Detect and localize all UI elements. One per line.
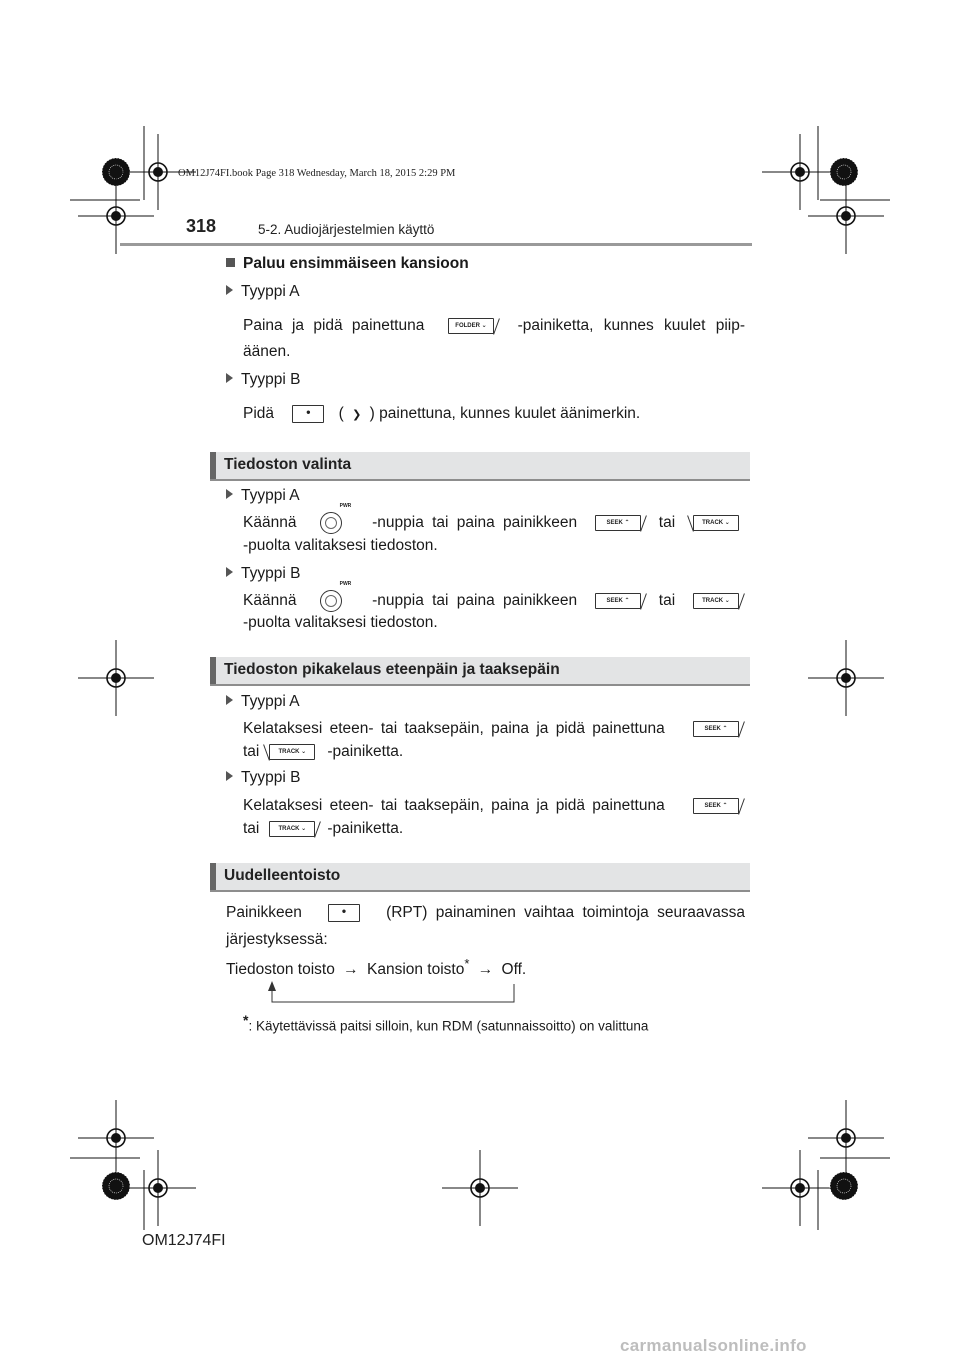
footnote-text: : Käytettävissä paitsi silloin, kun RDM (satunnaissoitto) on valittuna (248, 1018, 649, 1034)
painiketta-text: -painiketta. (327, 820, 404, 837)
page-number: 318 (186, 216, 217, 236)
valinta-b-line1 (243, 581, 745, 612)
valinta-type-a (226, 487, 300, 505)
tune-knob-icon (320, 581, 352, 612)
tai-text: tai (658, 514, 676, 531)
dot-glyph: • (306, 405, 311, 419)
pwr-label: PWR (339, 503, 352, 509)
chevron-right-icon: ❯ (352, 409, 362, 422)
folder-button-label: FOLDER (455, 323, 480, 329)
type-label: Tyyppi B (241, 565, 301, 582)
triangle-bullet-icon (226, 567, 233, 577)
triangle-bullet-icon (226, 285, 233, 295)
pikakelaus-b-text: Kelataksesi eteen- tai taaksepäin, paina ja pidä painettuna (243, 797, 665, 814)
section-bar-tiedoston-valinta (210, 452, 750, 481)
type-label: Tyyppi A (241, 283, 300, 300)
paluu-b-text1: Pidä (243, 405, 275, 423)
paluu-title: Paluu ensimmäiseen kansioon (243, 255, 469, 272)
seek-button-icon: SEEK ⌃ (595, 515, 641, 531)
section-title-pikakelaus: Tiedoston pikakelaus eteenpäin ja taaksepäin (224, 661, 560, 678)
pikakelaus-a-line2 (243, 743, 403, 761)
repeat-sequence (226, 956, 526, 979)
pikakelaus-type-b (226, 769, 300, 787)
header-rule (120, 243, 752, 246)
seek-label: SEEK (606, 520, 623, 526)
preset-dot-button-icon (292, 405, 324, 423)
seek-label: SEEK (606, 598, 623, 604)
dot-glyph: • (341, 904, 347, 918)
paluu-type-b (226, 371, 300, 389)
triangle-bullet-icon (226, 373, 233, 383)
pikakelaus-type-a (226, 693, 300, 711)
track-button-icon: TRACK ⌄ (269, 744, 315, 760)
seq-folder-repeat: Kansion toisto (366, 961, 465, 979)
track-button-icon: TRACK ⌄ (693, 593, 739, 609)
track-label: TRACK (702, 598, 724, 604)
kaanna-text: Käännä (243, 514, 297, 531)
book-info-line: OM12J74FI.book Page 318 Wednesday, March 18, 2015 2:29 PM (178, 168, 456, 179)
pikakelaus-a-line1 (243, 720, 745, 738)
square-bullet-icon (226, 258, 235, 267)
pikakelaus-b-line2 (243, 820, 403, 838)
track-label: TRACK (702, 520, 724, 526)
tai-text: tai (243, 743, 260, 760)
triangle-bullet-icon (226, 771, 233, 781)
track-label: TRACK (278, 826, 300, 832)
cycle-return-arrow-icon (262, 980, 522, 1006)
paren-open: ( (338, 405, 344, 423)
seek-button-icon: SEEK ⌃ (693, 721, 739, 737)
paluu-a-line1 (243, 317, 745, 335)
paluu-b-line (243, 405, 640, 423)
arrow-right-icon: → (477, 961, 494, 979)
footnote-star: * (243, 1012, 249, 1028)
manual-code: OM12J74FI (142, 1232, 226, 1249)
watermark: carmanualsonline.info (620, 1336, 807, 1355)
uudelleen-line1 (226, 904, 745, 922)
valinta-a-mid: -nuppia tai paina painikkeen (372, 514, 578, 531)
footnote (243, 1012, 648, 1034)
track-label: TRACK (278, 749, 300, 755)
valinta-a-line1 (243, 503, 745, 534)
seek-button-icon: SEEK ⌃ (693, 798, 739, 814)
seq-file-repeat: Tiedoston toisto (226, 961, 335, 979)
type-label: Tyyppi B (241, 769, 301, 786)
paluu-a-text2: -painiketta, kunnes kuulet piip- (517, 317, 745, 334)
section-title: 5-2. Audiojärjestelmien käyttö (258, 222, 435, 237)
paluu-heading (226, 255, 469, 273)
pwr-label: PWR (339, 581, 352, 587)
pikakelaus-a-text: Kelataksesi eteen- tai taaksepäin, paina ja pidä painettuna (243, 720, 665, 737)
paluu-type-a (226, 283, 300, 301)
type-label: Tyyppi A (241, 487, 300, 504)
paluu-b-text3: ) painettuna, kunnes kuulet äänimerkin. (369, 405, 641, 423)
seek-label: SEEK (704, 803, 721, 809)
section-bar-pikakelaus (210, 657, 750, 686)
kaanna-text: Käännä (243, 592, 297, 609)
painiketta-text: -painiketta. (327, 743, 404, 760)
seq-off: Off. (501, 961, 527, 979)
arrow-right-icon: → (343, 961, 359, 979)
section-title-uudelleentoisto: Uudelleentoisto (224, 867, 341, 884)
rpt-text: (RPT) painaminen vaihtaa toimintoja seuraavassa (386, 904, 745, 921)
seek-label: SEEK (704, 726, 721, 732)
valinta-b-line2: -puolta valitaksesi tiedoston. (243, 614, 438, 631)
valinta-b-mid: -nuppia tai paina painikkeen (372, 592, 578, 609)
section-bar-uudelleentoisto (210, 863, 750, 892)
track-button-icon: TRACK ⌄ (693, 515, 739, 531)
section-title-valinta: Tiedoston valinta (224, 456, 352, 473)
paluu-a-line2: äänen. (243, 343, 291, 360)
type-label: Tyyppi B (241, 371, 301, 388)
uudelleen-line2: järjestyksessä: (226, 931, 328, 948)
tai-text: tai (243, 820, 260, 837)
valinta-a-line2: -puolta valitaksesi tiedoston. (243, 537, 438, 554)
tune-knob-icon (320, 503, 352, 534)
triangle-bullet-icon (226, 489, 233, 499)
footnote-marker: * (464, 956, 470, 971)
folder-button-icon: FOLDER ⌄ (448, 318, 494, 334)
tai-text: tai (658, 592, 676, 609)
pikakelaus-b-line1 (243, 797, 745, 815)
seek-button-icon: SEEK ⌃ (595, 593, 641, 609)
painikkeen-text: Painikkeen (226, 904, 302, 921)
triangle-bullet-icon (226, 695, 233, 705)
rpt-dot-button-icon (328, 904, 360, 922)
type-label: Tyyppi A (241, 693, 300, 710)
paluu-a-text1: Paina ja pidä painettuna (243, 317, 425, 334)
track-button-icon: TRACK ⌄ (269, 821, 315, 837)
valinta-type-b (226, 565, 300, 583)
